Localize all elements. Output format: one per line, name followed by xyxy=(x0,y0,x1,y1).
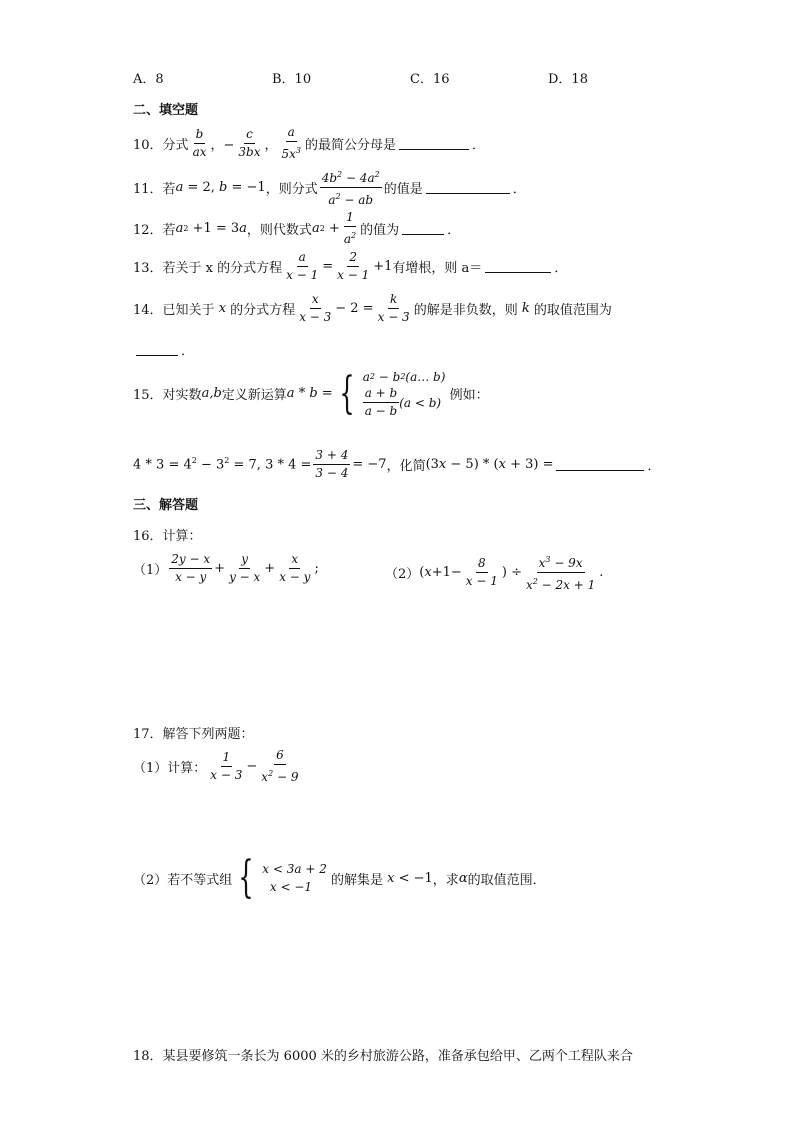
inequality-system: x < 3a + 2 x < −1 xyxy=(262,862,327,894)
question-13: 13． 若关于 x 的分式方程 $\frac{a}{x - 1}$ = $\frac{2}{x - 1}$ +1 有增根，则 a＝ ． xyxy=(133,250,568,282)
fraction: $\frac{8}{x - 1}$ xyxy=(465,556,498,588)
question-16-part-2: （2） ( x +1− $\frac{8}{x - 1}$ ) ÷ $\frac{x^3 - 9x}{x^2 - 2x + 1}$ . xyxy=(385,552,603,593)
fraction: $\frac{x^3 - 9x}{x^2 - 2x + 1}$ xyxy=(524,552,597,593)
fraction: $\frac{a}{x - 1}$ xyxy=(286,250,319,282)
answer-blank[interactable] xyxy=(485,260,551,273)
answer-blank[interactable] xyxy=(399,137,469,150)
question-17: 17． 解答下列两题： xyxy=(133,727,254,742)
fraction: $\frac{k}{x - 3}$ xyxy=(377,292,410,324)
question-18: 18． 某县要修筑一条长为 6000 米的乡村旅游公路，准备承包给甲、乙两个工程队来合 xyxy=(133,1049,633,1064)
brace-symbol: { xyxy=(238,852,254,903)
choice-a: A．8 xyxy=(133,72,164,87)
question-11: 11． 若 a = 2, b = −1 ，则分式 $\frac{4b^2 - 4a^2}{a^2 - ab}$ 的值是 ． xyxy=(133,167,526,208)
fraction: $\frac{1}{a^2}$ xyxy=(343,210,357,246)
fraction: $\frac{3 + 4}{3 - 4}$ xyxy=(315,448,349,480)
fraction: $\frac{x}{x - 3}$ xyxy=(299,292,332,324)
choice-b: B．10 xyxy=(272,72,312,87)
fraction: $\frac{6}{x^2 - 9}$ xyxy=(261,748,299,784)
fraction: $\frac{2y - x}{x - y}$ xyxy=(171,552,211,584)
question-17-part-1: （1）计算： $\frac{1}{x - 3}$ − $\frac{6}{x^2 - 9}$ xyxy=(133,748,299,784)
question-16: 16． 计算： xyxy=(133,529,202,544)
fraction: $\frac{c}{3bx}$ xyxy=(238,127,261,159)
question-10: 10． 分式 $\frac{b}{ax}$ ，− $\frac{c}{3bx}$ ， $\frac{a}{5x^3}$ 的最简公分母是 ． xyxy=(133,125,486,161)
fraction: $\frac{2}{x - 1}$ xyxy=(337,250,370,282)
answer-blank[interactable] xyxy=(136,343,178,356)
question-14: 14． 已知关于 x 的分式方程 $\frac{x}{x - 3}$ − 2 = $\frac{k}{x - 3}$ 的解是非负数，则 k 的取值范围为 xyxy=(133,292,612,324)
fraction: $\frac{y}{y - x}$ xyxy=(229,552,261,584)
question-17-part-2: （2）若不等式组 { x < 3a + 2 x < −1 的解集是 x < −1 ，求 α 的取值范围． xyxy=(133,852,546,903)
answer-blank[interactable] xyxy=(402,222,444,235)
question-16-part-1: （1） $\frac{2y - x}{x - y}$ + $\frac{y}{y - x}$ + $\frac{x}{x - y}$ ; xyxy=(133,552,319,584)
answer-blank[interactable] xyxy=(426,181,510,194)
answer-blank[interactable] xyxy=(556,458,644,471)
fraction: $\frac{1}{x - 3}$ xyxy=(210,750,243,782)
choice-d: D．18 xyxy=(548,72,588,87)
fraction: $\frac{4b^2 - 4a^2}{a^2 - ab}$ xyxy=(320,167,382,208)
question-15: 15． 对实数 a,b 定义新运算 a * b = { a 2 − b 2 (a… b) $\frac{a + b}{a - b}$ (a < b) 例如： xyxy=(133,367,489,419)
fraction: $\frac{b}{ax}$ xyxy=(192,127,207,159)
question-12: 12． 若 a 2 +1 = 3 a ，则代数式 a 2 + $\frac{1}{a^2}$ 的值为 ． xyxy=(133,210,461,246)
question-15-example: $4 * 3 = 4^2 - 3^2 = 7$, 3 * 4 = $\frac{3 + 4}{3 - 4}$ = −7 ，化简 (3 x − 5) * ( x + 3) = ． xyxy=(133,448,661,480)
section-title-fill-in: 二、填空题 xyxy=(133,103,199,118)
piecewise-definition: a 2 − b 2 (a… b) $\frac{a + b}{a - b}$ (a < b) xyxy=(362,370,446,418)
brace-symbol: { xyxy=(338,367,355,419)
choice-c: C．16 xyxy=(410,72,450,87)
question-14-continued: ． xyxy=(133,340,194,359)
fraction: $\frac{x}{x - y}$ xyxy=(279,552,311,584)
section-title-solve: 三、解答题 xyxy=(133,498,199,513)
fraction: $\frac{a}{5x^3}$ xyxy=(281,125,301,161)
